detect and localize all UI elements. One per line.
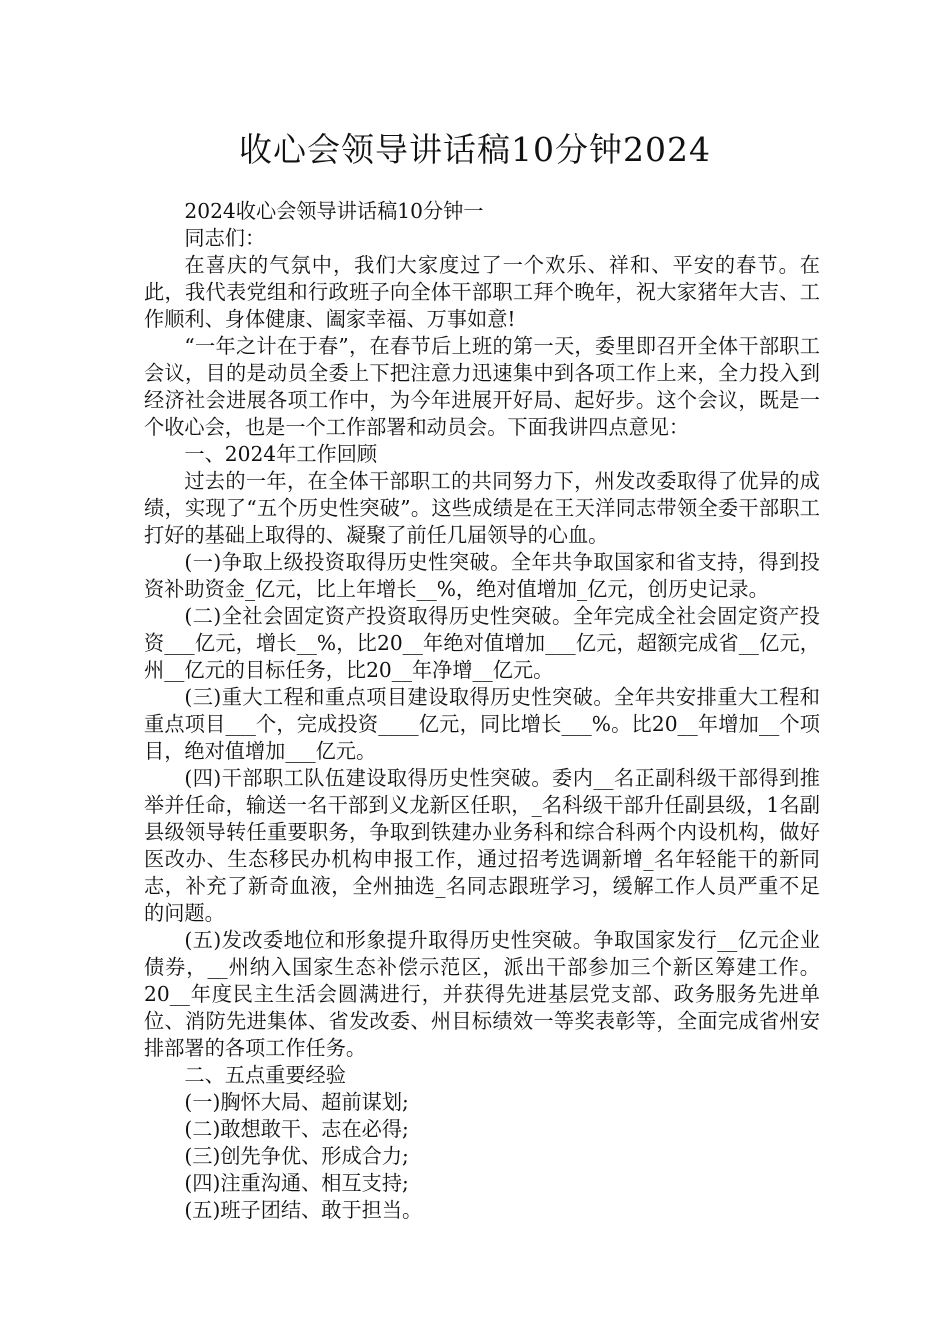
subtitle-line: 2024收心会领导讲话稿10分钟一 — [184, 199, 484, 223]
paragraph-item-4: (四)干部职工队伍建设取得历史性突破。委内__名正副科级干部得到推举并任命，输送一名干部到义龙新区任职，_名科级干部升任副县级，1名副县级领导转任重要职务，争取到铁建办业务科和综合科两个内设机构，做好医改办、生态移民办机构申报工作，通过招考选调新增_名年轻能干的新同志，补充了新奇血液，全州抽选_名同志跟班学习，缓解工作人员严重不足的问题。 — [144, 766, 820, 925]
salutation: 同志们： — [184, 226, 266, 250]
experience-item-4: (四)注重沟通、相互支持; — [184, 1171, 409, 1195]
experience-item-1: (一)胸怀大局、超前谋划; — [184, 1090, 409, 1114]
experience-item-5: (五)班子团结、敢于担当。 — [184, 1198, 423, 1222]
section-heading-review: 一、2024年工作回顾 — [184, 442, 378, 466]
paragraph-item-1: (一)争取上级投资取得历史性突破。全年共争取国家和省支持，得到投资补助资金_亿元，比上年增长__%，绝对值增加_亿元，创历史记录。 — [144, 550, 820, 601]
paragraph-item-5: (五)发改委地位和形象提升取得历史性突破。争取国家发行__亿元企业债券，__州纳入国家生态补偿示范区，派出干部参加三个新区筹建工作。20__年度民主生活会圆满进行，并获得先进基层党支部、政务服务先进单位、消防先进集体、省发改委、州目标绩效一等奖表彰等，全面完成省州安排部署的各项工作任务。 — [144, 928, 820, 1060]
document-body — [144, 198, 820, 1224]
experience-item-3: (三)创先争优、形成合力; — [184, 1144, 409, 1168]
paragraph-greeting: 在喜庆的气氛中，我们大家度过了一个欢乐、祥和、平安的春节。在此，我代表党组和行政班子向全体干部职工拜个晚年，祝大家猪年大吉、工作顺利、身体健康、阖家幸福、万事如意! — [144, 253, 820, 331]
document-title: 收心会领导讲话稿10分钟2024 — [239, 130, 711, 169]
paragraph-item-3: (三)重大工程和重点项目建设取得历史性突破。全年共安排重大工程和重点项目___个，完成投资____亿元，同比增长___%。比20__年增加__个项目，绝对值增加___亿元。 — [144, 685, 820, 763]
paragraph-review: 过去的一年，在全体干部职工的共同努力下，州发改委取得了优异的成绩，实现了“五个历史性突破”。这些成绩是在王天洋同志带领全委干部职工打好的基础上取得的、凝聚了前任几届领导的心血。 — [144, 469, 820, 547]
paragraph-intro: “一年之计在于春”，在春节后上班的第一天，委里即召开全体干部职工会议，目的是动员全委上下把注意力迅速集中到各项工作上来，全力投入到经济社会进展各项工作中，为今年进展开好局、起好步。这个会议，既是一个收心会，也是一个工作部署和动员会。下面我讲四点意见： — [144, 334, 820, 439]
paragraph-item-2: (二)全社会固定资产投资取得历史性突破。全年完成全社会固定资产投资___亿元，增长__%，比20__年绝对值增加___亿元，超额完成省__亿元，州__亿元的目标任务，比20__年净增__亿元。 — [144, 604, 820, 682]
section-heading-experience: 二、五点重要经验 — [184, 1063, 346, 1087]
experience-item-2: (二)敢想敢干、志在必得; — [184, 1117, 409, 1141]
